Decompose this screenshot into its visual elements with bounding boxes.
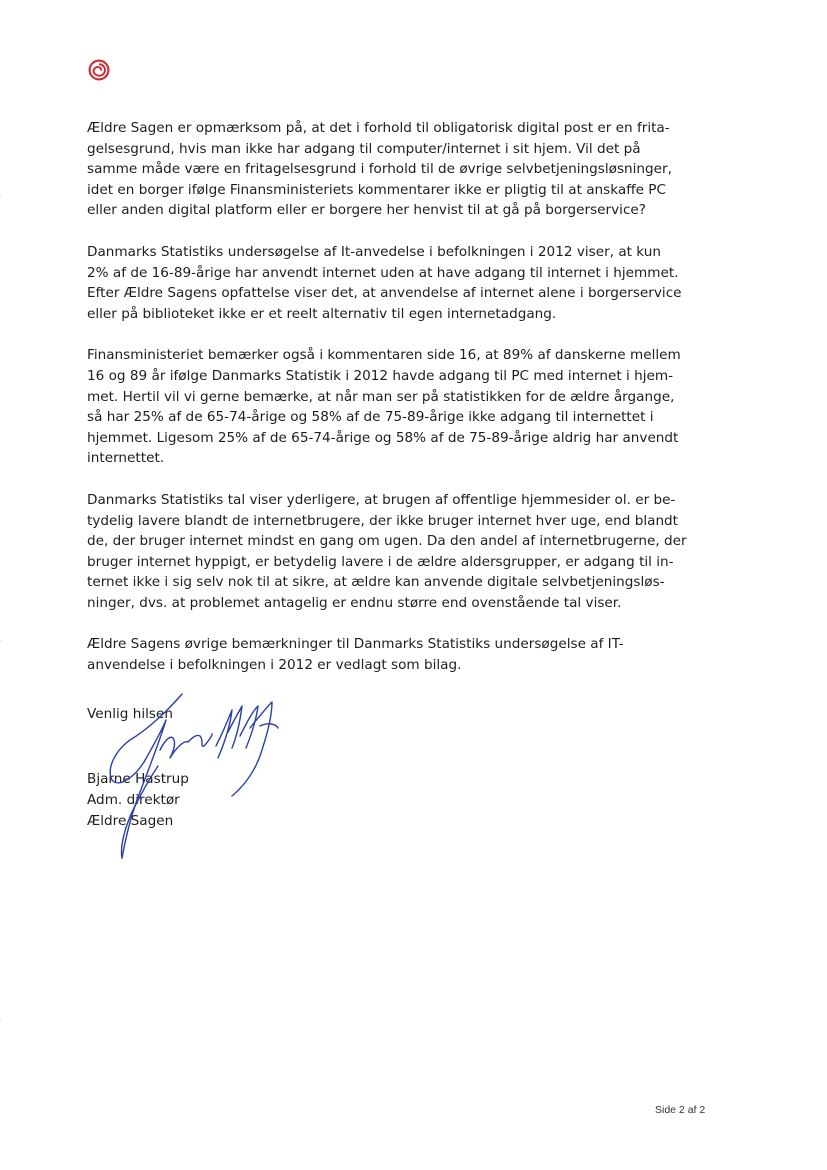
signer-title: Adm. direktør bbox=[87, 792, 180, 808]
handwritten-signature bbox=[100, 688, 290, 863]
paragraph-finance-ministry bbox=[87, 345, 727, 469]
text-line: gelsesgrund, hvis man ikke har adgang til computer/internet i sit hjem. Vil det på bbox=[87, 140, 641, 157]
text-line: 2% af de 16-89-årige har anvendt internet uden at have adgang til internet i hjemmet. bbox=[87, 264, 679, 281]
paragraph-digital-post bbox=[87, 118, 727, 221]
paragraph-statistics-usage bbox=[87, 490, 727, 614]
text-line: Danmarks Statistiks tal viser yderligere, at brugen af offentlige hjemmesider ol. er be- bbox=[87, 491, 676, 508]
margin-mark bbox=[0, 1020, 2, 1021]
closing-greeting: Venlig hilsen bbox=[87, 706, 173, 722]
spiral-logo-icon bbox=[88, 59, 110, 81]
letter-body bbox=[87, 118, 727, 697]
margin-mark bbox=[0, 640, 2, 641]
text-line: samme måde være en fritagelsesgrund i forhold til de øvrige selvbetjeningsløsninger, bbox=[87, 161, 672, 178]
text-line: de, der bruger internet mindst en gang om ugen. Da den andel af internetbrugerne, der bbox=[87, 533, 687, 550]
text-line: met. Hertil vil vi gerne bemærke, at når man ser på statistikken for de ældre årgange, bbox=[87, 388, 675, 405]
text-line: bruger internet hyppigt, er betydelig lavere i de ældre aldersgrupper, er adgang til in- bbox=[87, 553, 674, 570]
margin-mark bbox=[0, 195, 2, 196]
text-line: eller anden digital platform eller er borgere her henvist til at gå på borgerservice? bbox=[87, 202, 647, 219]
text-line: 16 og 89 år ifølge Danmarks Statistik i 2012 havde adgang til PC med internet i hjem- bbox=[87, 367, 673, 384]
text-line: internettet. bbox=[87, 450, 165, 467]
text-line: så har 25% af de 65-74-årige og 58% af de 75-89-årige ikke adgang til internettet i bbox=[87, 409, 654, 426]
text-line: eller på biblioteket ikke er et reelt alternativ til egen internetadgang. bbox=[87, 305, 557, 322]
text-line: Ældre Sagen er opmærksom på, at det i forhold til obligatorisk digital post er en frita- bbox=[87, 120, 670, 136]
text-line: anvendelse i befolkningen i 2012 er vedlagt som bilag. bbox=[87, 657, 462, 674]
text-line: hjemmet. Ligesom 25% af de 65-74-årige og 58% af de 75-89-årige aldrig har anvendt bbox=[87, 429, 679, 446]
text-line: tydelig lavere blandt de internetbrugere, der ikke bruger internet hver uge, end blandt bbox=[87, 512, 679, 529]
text-line: Finansministeriet bemærker også i kommentaren side 16, at 89% af danskerne mellem bbox=[87, 347, 681, 364]
text-line: Danmarks Statistiks undersøgelse af It-anvedelse i befolkningen i 2012 viser, at kun bbox=[87, 243, 661, 260]
text-line: Efter Ældre Sagens opfattelse viser det, at anvendelse af internet alene i borgerservice bbox=[87, 285, 682, 302]
text-line: ninger, dvs. at problemet antagelig er endnu større end ovenstående tal viser. bbox=[87, 594, 622, 611]
text-line: Ældre Sagens øvrige bemærkninger til Danmarks Statistiks undersøgelse af IT- bbox=[87, 636, 624, 653]
paragraph-it-survey bbox=[87, 242, 727, 324]
paragraph-attachment-note bbox=[87, 634, 727, 675]
page-number: Side 2 af 2 bbox=[655, 1104, 706, 1116]
signer-name: Bjarne Hastrup bbox=[87, 771, 189, 787]
text-line: ternet ikke i sig selv nok til at sikre, at ældre kan anvende digitale selvbetjeningsløs- bbox=[87, 574, 665, 591]
text-line: idet en borger ifølge Finansministeriets kommentarer ikke er pligtig til at anskaffe PC bbox=[87, 181, 666, 198]
signer-organization: Ældre Sagen bbox=[87, 813, 174, 829]
